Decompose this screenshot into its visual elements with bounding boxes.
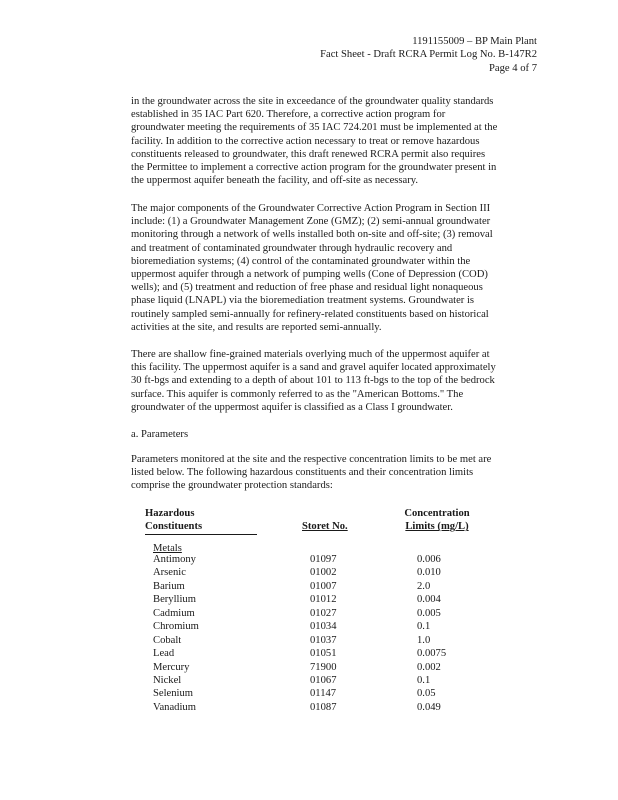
column-header-label: Storet No. xyxy=(302,521,348,532)
text-line: wells); and (5) treatment and reduction of free phase and residual light nonaqueous xyxy=(131,282,483,294)
table-row xyxy=(0,620,618,633)
header-facility-id: 1191155009 – BP Main Plant xyxy=(412,36,537,47)
constituent-name: Cadmium xyxy=(153,607,195,619)
table-row xyxy=(0,647,618,660)
constituent-name: Barium xyxy=(153,580,185,592)
column-header-line: Limits (mg/L) xyxy=(405,521,469,533)
constituent-name: Lead xyxy=(153,648,175,660)
text-line: facility. In addition to the corrective action necessary to treat or remove hazardous xyxy=(131,135,480,147)
concentration-limit: 0.006 xyxy=(417,554,441,565)
table-row xyxy=(0,674,618,687)
concentration-limit: 2.0 xyxy=(417,580,431,592)
table-row xyxy=(0,634,618,647)
group-label-metals: Metals xyxy=(153,543,182,554)
storet-number: 01097 xyxy=(310,554,337,565)
constituents-table-body xyxy=(0,553,618,714)
text-line: monitoring through a network of wells installed both on-site and off-site; (3) removal xyxy=(131,229,493,241)
text-line: routinely sampled semi-annually for refinery-related constituents based on historical xyxy=(131,308,489,320)
storet-number: 01002 xyxy=(310,567,337,579)
constituent-name: Beryllium xyxy=(153,594,196,606)
text-line: this facility. The uppermost aquifer is a sand and gravel aquifer located approximately xyxy=(131,362,496,374)
storet-number: 01037 xyxy=(310,634,337,646)
text-line: the uppermost aquifer beneath the facility, and off-site as necessary. xyxy=(131,175,418,187)
text-line: listed below. The following hazardous constituents and their concentration limits xyxy=(131,467,474,479)
constituent-name: Selenium xyxy=(153,688,194,700)
concentration-limit: 0.010 xyxy=(417,567,441,579)
text-line: phase liquid (LNAPL) via the bioremediation treatment systems. Groundwater is xyxy=(131,295,475,307)
header-underline xyxy=(145,534,257,535)
text-line: activities at the site, and results are reported semi-annually. xyxy=(131,321,382,333)
text-line: the Permittee to implement a corrective action program for the groundwater present in xyxy=(131,162,497,174)
header-page-number: Page 4 of 7 xyxy=(489,62,537,74)
column-header-line: Constituents xyxy=(145,521,203,533)
paragraph-groundwater-exceedance xyxy=(131,95,546,187)
concentration-limit: 0.1 xyxy=(417,674,431,686)
storet-number: 01034 xyxy=(310,621,337,633)
column-header-hazardous-constituents xyxy=(145,507,202,534)
storet-number: 01007 xyxy=(310,580,337,592)
table-row xyxy=(0,580,618,593)
paragraph-parameters-intro xyxy=(131,453,546,493)
text-line: The major components of the Groundwater Corrective Action Program in Section III xyxy=(131,203,491,214)
table-row xyxy=(0,687,618,700)
concentration-limit: 0.002 xyxy=(417,661,441,673)
header-fact-sheet-title: Fact Sheet - Draft RCRA Permit Log No. B-147R2 xyxy=(320,49,537,61)
text-line: and treatment of contaminated groundwater through hydraulic recovery and xyxy=(131,242,453,254)
constituent-name: Arsenic xyxy=(153,567,186,579)
storet-number: 01027 xyxy=(310,607,337,619)
text-line: groundwater meeting the requirements of 35 IAC 724.201 must be implemented at the xyxy=(131,122,498,134)
text-line: bioremediation systems; (4) control of the contaminated groundwater within the xyxy=(131,255,471,267)
concentration-limit: 0.0075 xyxy=(417,648,447,660)
text-line: 30 ft-bgs and extending to a depth of about 101 to 113 ft-bgs to the top of the bedrock xyxy=(131,375,495,387)
constituent-name: Vanadium xyxy=(153,701,196,713)
section-heading-parameters: a. Parameters xyxy=(131,429,189,440)
column-header-storet-no xyxy=(302,520,348,533)
storet-number: 01067 xyxy=(310,674,337,686)
constituent-name: Cobalt xyxy=(153,634,182,646)
concentration-limit: 0.005 xyxy=(417,607,441,619)
column-header-line: Hazardous xyxy=(145,508,195,519)
concentration-limit: 0.05 xyxy=(417,688,436,700)
storet-number: 01147 xyxy=(310,688,337,700)
column-header-concentration-limits xyxy=(392,507,482,534)
storet-number: 01012 xyxy=(310,594,337,606)
storet-number: 01087 xyxy=(310,701,337,713)
constituent-name: Nickel xyxy=(153,674,182,686)
text-line: comprise the groundwater protection standards: xyxy=(131,480,333,492)
text-line: include: (1) a Groundwater Management Zone (GMZ); (2) semi-annual groundwater xyxy=(131,216,491,228)
concentration-limit: 0.004 xyxy=(417,594,441,606)
text-line: surface. This aquifer is commonly referred to as the "American Bottoms." The xyxy=(131,388,464,400)
text-line: There are shallow fine-grained materials overlying much of the uppermost aquifer at xyxy=(131,349,490,360)
table-row xyxy=(0,701,618,714)
page-header xyxy=(320,35,537,75)
paragraph-uppermost-aquifer xyxy=(131,348,546,414)
column-header-line: Concentration xyxy=(404,508,470,519)
storet-number: 71900 xyxy=(310,661,337,673)
concentration-limit: 1.0 xyxy=(417,634,431,646)
table-row xyxy=(0,553,618,566)
text-line: in the groundwater across the site in exceedance of the groundwater quality standards xyxy=(131,96,494,107)
text-line: Parameters monitored at the site and the respective concentration limits to be met are xyxy=(131,454,492,465)
table-row xyxy=(0,607,618,620)
storet-number: 01051 xyxy=(310,648,337,660)
constituent-name: Mercury xyxy=(153,661,190,673)
constituent-name: Antimony xyxy=(153,554,196,565)
constituent-name: Chromium xyxy=(153,621,199,633)
concentration-limit: 0.049 xyxy=(417,701,441,713)
text-line: groundwater of the uppermost aquifer is classified as a Class I groundwater. xyxy=(131,401,453,413)
table-row xyxy=(0,661,618,674)
text-line: constituents released to groundwater, this draft renewed RCRA permit also requires xyxy=(131,148,486,160)
text-line: established in 35 IAC Part 620. Therefore, a corrective action program for xyxy=(131,109,446,121)
table-row xyxy=(0,566,618,579)
concentration-limit: 0.1 xyxy=(417,621,431,633)
text-line: uppermost aquifer through a network of pumping wells (Cone of Depression (COD) xyxy=(131,269,488,281)
table-row xyxy=(0,593,618,606)
paragraph-corrective-action-components xyxy=(131,202,546,334)
